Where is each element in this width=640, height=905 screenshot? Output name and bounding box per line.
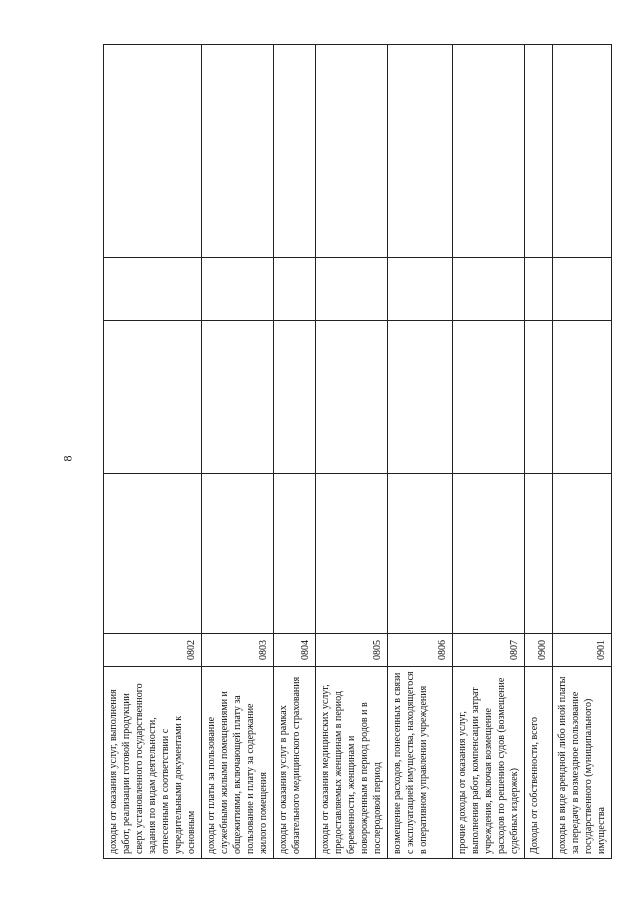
value-cell — [453, 258, 525, 321]
table-row — [388, 45, 453, 859]
rotated-table-wrapper — [103, 45, 607, 859]
row-code: 0803 — [202, 634, 274, 667]
row-code: 0901 — [553, 634, 612, 667]
value-cell — [525, 45, 553, 258]
value-cell — [553, 474, 612, 634]
value-cell — [274, 258, 316, 321]
table-row — [274, 45, 316, 859]
value-cell — [553, 258, 612, 321]
value-cell — [316, 258, 388, 321]
row-code: 0807 — [453, 634, 525, 667]
value-cell — [525, 258, 553, 321]
value-cell — [525, 474, 553, 634]
value-cell — [104, 474, 202, 634]
value-cell — [274, 321, 316, 474]
row-label: доходы от оказания услуг в рамках обязательного медицинского страхования — [274, 667, 316, 859]
value-cell — [388, 45, 453, 258]
value-cell — [316, 45, 388, 258]
table-row — [553, 45, 612, 859]
value-cell — [553, 321, 612, 474]
row-label: Доходы от собственности, всего — [525, 667, 553, 859]
value-cell — [202, 321, 274, 474]
value-cell — [274, 45, 316, 258]
row-label: возмещение расходов, понесенных в связи с эксплуатацией имущества, находящегося в оперативном управлении учреждения — [388, 667, 453, 859]
table-row — [316, 45, 388, 859]
value-cell — [453, 474, 525, 634]
value-cell — [104, 321, 202, 474]
row-label: доходы от оказания услуг, выполнения работ, реализации готовой продукции сверх установленного государственного задания по видам деятельности, отнесенным в соответствии с учредительными документами к основным — [104, 667, 202, 859]
table-row — [202, 45, 274, 859]
value-cell — [388, 258, 453, 321]
row-code: 0804 — [274, 634, 316, 667]
table-row — [525, 45, 553, 859]
row-label: доходы в виде арендной либо иной платы за передачу в возмездное пользование государственного (муниципального) имущества — [553, 667, 612, 859]
value-cell — [202, 45, 274, 258]
value-cell — [453, 321, 525, 474]
value-cell — [553, 45, 612, 258]
value-cell — [104, 45, 202, 258]
value-cell — [202, 258, 274, 321]
value-cell — [274, 474, 316, 634]
row-label: доходы от оказания медицинских услуг, предоставляемых женщинам в период беременности, женщинам и новорожденным в период родов и в послеродовой период — [316, 667, 388, 859]
value-cell — [453, 45, 525, 258]
value-cell — [316, 474, 388, 634]
row-code: 0805 — [316, 634, 388, 667]
revenue-table — [103, 44, 612, 859]
page-number: 8 — [60, 455, 75, 462]
row-label: доходы от платы за пользование служебными жилыми помещениями и общежитиями, включающей плату за пользование и плату за содержание жилого помещения — [202, 667, 274, 859]
value-cell — [316, 321, 388, 474]
value-cell — [104, 258, 202, 321]
value-cell — [525, 321, 553, 474]
row-code: 0900 — [525, 634, 553, 667]
row-code: 0806 — [388, 634, 453, 667]
row-code: 0802 — [104, 634, 202, 667]
value-cell — [202, 474, 274, 634]
value-cell — [388, 321, 453, 474]
table-row — [104, 45, 202, 859]
row-label: прочие доходы от оказания услуг, выполнения работ, компенсации затрат учреждения, включая возмещение расходов по решению судов (возмещение судебных издержек) — [453, 667, 525, 859]
value-cell — [388, 474, 453, 634]
table-row — [453, 45, 525, 859]
